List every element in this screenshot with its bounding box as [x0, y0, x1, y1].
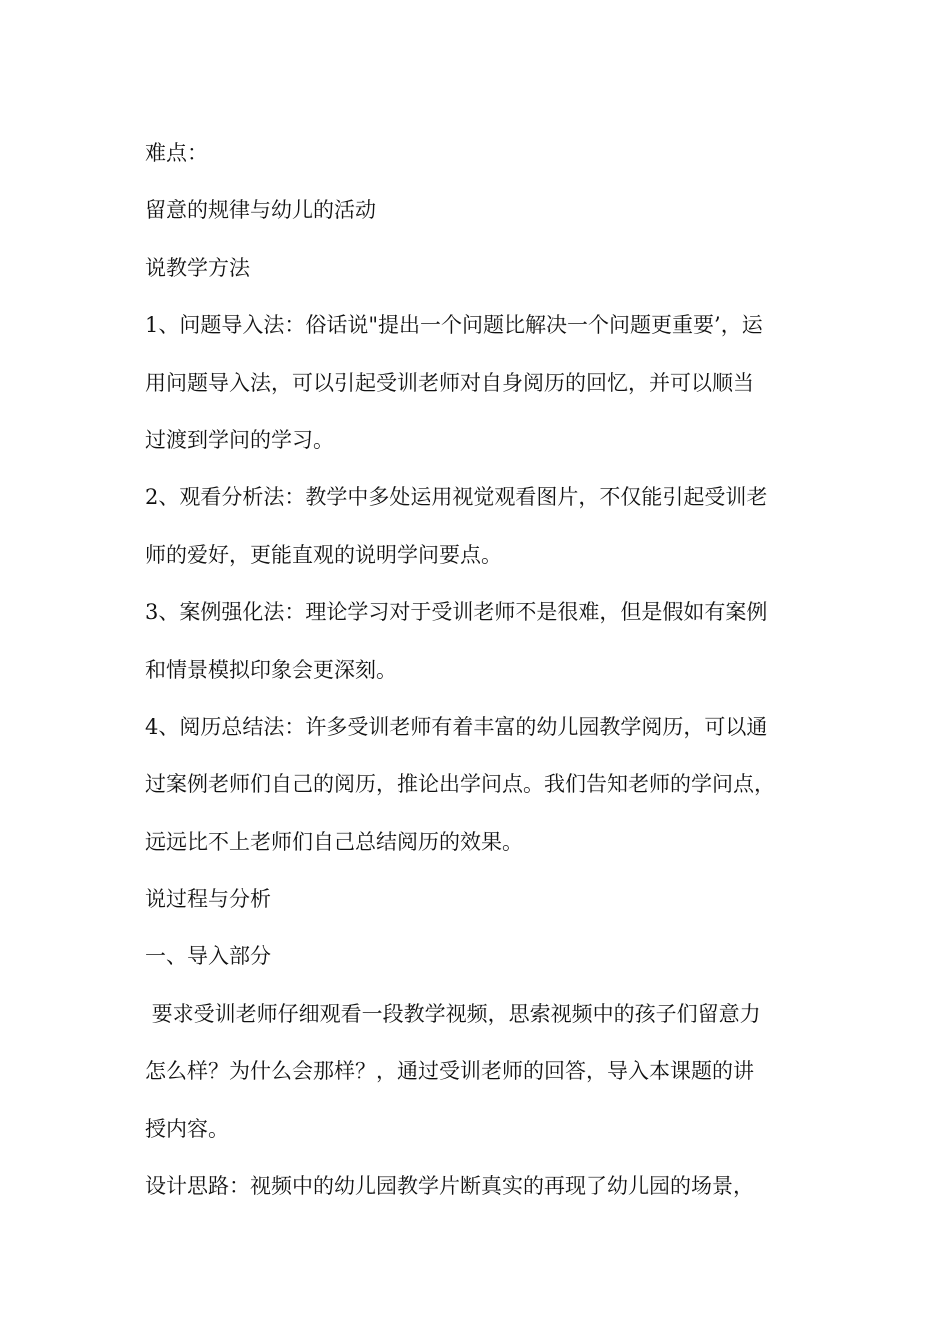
- paragraph-line: 留意的规律与幼儿的活动: [145, 198, 376, 223]
- paragraph-line: 3、案例强化法：理论学习对于受训老师不是很难，但是假如有案例: [145, 600, 768, 625]
- section-heading-teaching-methods: 说教学方法: [145, 255, 250, 280]
- paragraph-line: 要求受训老师仔细观看一段教学视频，思索视频中的孩子们留意力: [145, 1001, 761, 1026]
- paragraph-line: 和情景模拟印象会更深刻。: [145, 657, 397, 682]
- document-body: [145, 135, 825, 1225]
- paragraph-line: 设计思路：视频中的幼儿园教学片断真实的再现了幼儿园的场景，: [145, 1174, 754, 1199]
- section-heading-difficulty: 难点：: [145, 141, 208, 165]
- paragraph-line: 远远比不上老师们自己总结阅历的效果。: [145, 829, 523, 854]
- paragraph-line: 授内容。: [145, 1116, 229, 1141]
- paragraph-line: 用问题导入法，可以引起受训老师对自身阅历的回忆，并可以顺当: [145, 370, 754, 395]
- section-heading-introduction: 一、导入部分: [145, 944, 271, 969]
- paragraph-line: 过渡到学问的学习。: [145, 427, 334, 452]
- paragraph-line: 怎么样？为什么会那样？，通过受训老师的回答，导入本课题的讲: [145, 1059, 754, 1084]
- paragraph-line: 4、阅历总结法：许多受训老师有着丰富的幼儿园教学阅历，可以通: [145, 714, 768, 739]
- paragraph-line: 师的爱好，更能直观的说明学问要点。: [145, 542, 502, 567]
- paragraph-line: 2、观看分析法：教学中多处运用视觉观看图片，不仅能引起受训老: [145, 485, 768, 510]
- section-heading-process-analysis: 说过程与分析: [145, 887, 271, 912]
- paragraph-line: 过案例老师们自己的阅历，推论出学问点。我们告知老师的学问点，: [145, 772, 775, 797]
- paragraph-line: 1、问题导入法：俗话说"提出一个问题比解决一个问题更重要’，运: [145, 313, 763, 338]
